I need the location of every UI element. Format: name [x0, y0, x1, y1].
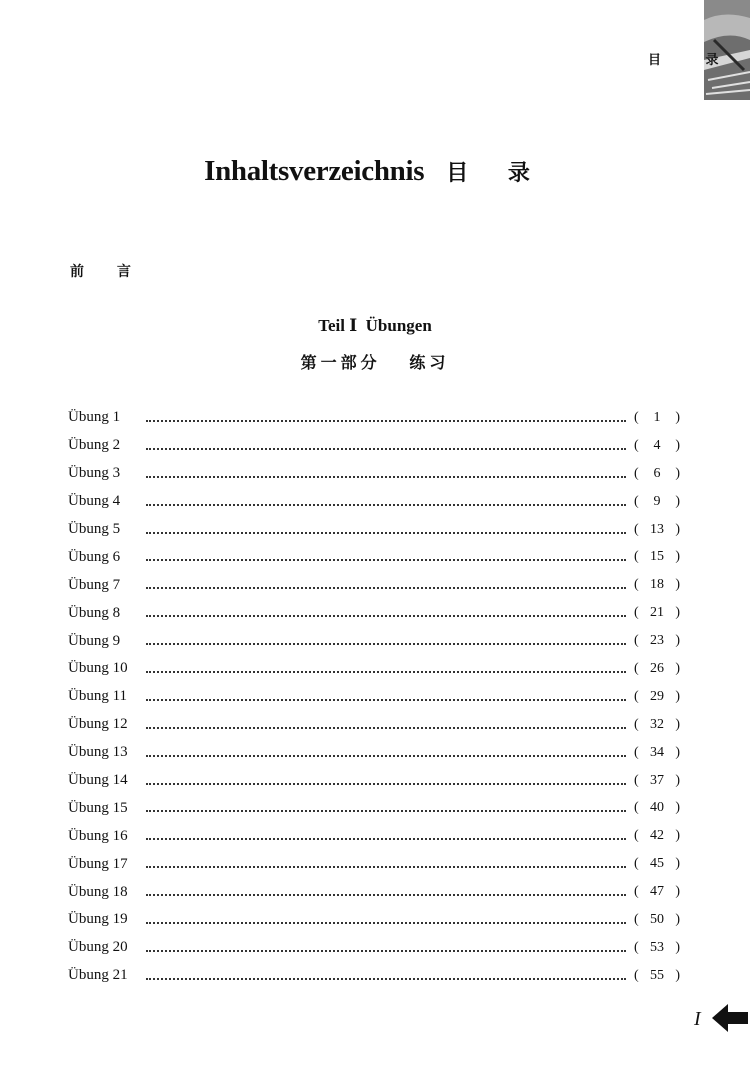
toc-entry-page: ( 40 ) — [634, 800, 680, 816]
toc-entry-page: ( 18 ) — [634, 577, 680, 593]
toc-entry-page: ( 42 ) — [634, 828, 680, 844]
toc-entry — [68, 906, 680, 934]
toc-page-number: 45 — [650, 856, 664, 872]
toc-leader-dots — [146, 532, 626, 534]
toc-entry — [68, 627, 680, 655]
toc-entry — [68, 739, 680, 767]
toc-page-number: 42 — [650, 828, 664, 844]
toc-leader-dots — [146, 671, 626, 673]
toc-entry — [68, 599, 680, 627]
toc-entry-page: ( 34 ) — [634, 744, 680, 760]
toc-leader-dots — [146, 783, 626, 785]
toc-entry-label: Übung 18 — [68, 883, 128, 900]
toc-page-number: 50 — [650, 911, 664, 927]
toc-leader-dots — [146, 894, 626, 896]
toc-entry-page: ( 4 ) — [634, 437, 680, 453]
toc-leader-dots — [146, 448, 626, 450]
toc-entry — [68, 822, 680, 850]
toc-page-number: 29 — [650, 688, 664, 704]
toc-page-number: 23 — [650, 633, 664, 649]
toc-list — [68, 404, 680, 990]
title-chinese: 目 录 — [446, 161, 546, 186]
toc-entry-page: ( 21 ) — [634, 605, 680, 621]
toc-entry — [68, 934, 680, 962]
toc-page-number: 34 — [650, 744, 664, 760]
toc-leader-dots — [146, 838, 626, 840]
toc-entry-label: Übung 10 — [68, 660, 128, 677]
title-german: Inhaltsverzeichnis — [204, 155, 425, 187]
toc-entry-page: ( 9 ) — [634, 493, 680, 509]
arrow-left-icon — [712, 1004, 748, 1037]
toc-page-number: 40 — [650, 800, 664, 816]
toc-entry-label: Übung 19 — [68, 911, 128, 928]
toc-page-number: 21 — [650, 605, 664, 621]
toc-entry — [68, 767, 680, 795]
toc-page-number: 47 — [650, 884, 664, 900]
toc-entry-label: Übung 17 — [68, 855, 128, 872]
toc-entry-label: Übung 15 — [68, 799, 128, 816]
toc-leader-dots — [146, 922, 626, 924]
toc-page-number: 55 — [650, 967, 664, 983]
toc-leader-dots — [146, 950, 626, 952]
toc-entry-label: Übung 6 — [68, 548, 121, 565]
toc-leader-dots — [146, 810, 626, 812]
toc-entry-page: ( 47 ) — [634, 884, 680, 900]
toc-entry-page: ( 13 ) — [634, 521, 680, 537]
toc-preface: 前 言 — [70, 264, 145, 280]
toc-entry-label: Übung 2 — [68, 437, 121, 454]
toc-entry — [68, 571, 680, 599]
toc-entry-page: ( 45 ) — [634, 856, 680, 872]
toc-entry — [68, 711, 680, 739]
toc-leader-dots — [146, 643, 626, 645]
toc-entry-page: ( 55 ) — [634, 967, 680, 983]
toc-entry-page: ( 26 ) — [634, 660, 680, 676]
toc-entry — [68, 516, 680, 544]
toc-entry-label: Übung 7 — [68, 576, 121, 593]
page-number: I — [694, 1008, 701, 1030]
toc-leader-dots — [146, 615, 626, 617]
page-title — [0, 155, 750, 188]
toc-entry-label: Übung 9 — [68, 632, 121, 649]
running-head: 目 录 — [648, 53, 739, 68]
toc-entry-label: Übung 20 — [68, 939, 128, 956]
toc-entry — [68, 460, 680, 488]
toc-page-number: 1 — [653, 409, 661, 425]
toc-entry-label: Übung 8 — [68, 604, 121, 621]
toc-leader-dots — [146, 727, 626, 729]
toc-leader-dots — [146, 476, 626, 478]
toc-entry — [68, 794, 680, 822]
toc-page-number: 18 — [650, 577, 664, 593]
toc-leader-dots — [146, 755, 626, 757]
toc-page-number: 15 — [650, 549, 664, 565]
toc-page-number: 13 — [650, 521, 664, 537]
toc-entry — [68, 488, 680, 516]
toc-leader-dots — [146, 587, 626, 589]
toc-leader-dots — [146, 866, 626, 868]
toc-entry-label: Übung 13 — [68, 744, 128, 761]
toc-entry — [68, 432, 680, 460]
toc-entry-page: ( 53 ) — [634, 939, 680, 955]
toc-entry — [68, 878, 680, 906]
toc-leader-dots — [146, 978, 626, 980]
toc-page-number: 32 — [650, 716, 664, 732]
toc-entry — [68, 543, 680, 571]
toc-entry — [68, 962, 680, 990]
toc-page-number: 26 — [650, 660, 664, 676]
toc-leader-dots — [146, 559, 626, 561]
toc-entry-label: Übung 12 — [68, 716, 128, 733]
toc-entry — [68, 655, 680, 683]
toc-page-number: 37 — [650, 772, 664, 788]
toc-page-number: 53 — [650, 939, 664, 955]
toc-entry-label: Übung 3 — [68, 465, 121, 482]
toc-leader-dots — [146, 504, 626, 506]
toc-page-number: 4 — [653, 437, 661, 453]
toc-entry-page: ( 1 ) — [634, 409, 680, 425]
toc-entry-label: Übung 21 — [68, 967, 128, 984]
toc-entry-page: ( 15 ) — [634, 549, 680, 565]
toc-entry-page: ( 6 ) — [634, 465, 680, 481]
toc-entry-page: ( 23 ) — [634, 633, 680, 649]
toc-entry-page: ( 37 ) — [634, 772, 680, 788]
toc-leader-dots — [146, 699, 626, 701]
toc-entry-label: Übung 4 — [68, 493, 121, 510]
toc-entry-page: ( 32 ) — [634, 716, 680, 732]
toc-entry-label: Übung 16 — [68, 827, 128, 844]
toc-page-number: 9 — [653, 493, 661, 509]
toc-entry-page: ( 50 ) — [634, 911, 680, 927]
toc-entry — [68, 850, 680, 878]
toc-entry — [68, 683, 680, 711]
toc-entry-label: Übung 1 — [68, 409, 121, 426]
toc-entry-page: ( 29 ) — [634, 688, 680, 704]
toc-entry — [68, 404, 680, 432]
part-heading-german: Teil Ⅰ Übungen — [318, 316, 432, 335]
toc-entry-label: Übung 5 — [68, 521, 121, 537]
toc-entry-label: Übung 14 — [68, 772, 128, 789]
toc-entry-label: Übung 11 — [68, 688, 128, 705]
part-heading-chinese: 第一部分 练习 — [300, 353, 450, 372]
toc-leader-dots — [146, 420, 626, 422]
toc-page-number: 6 — [653, 465, 661, 481]
